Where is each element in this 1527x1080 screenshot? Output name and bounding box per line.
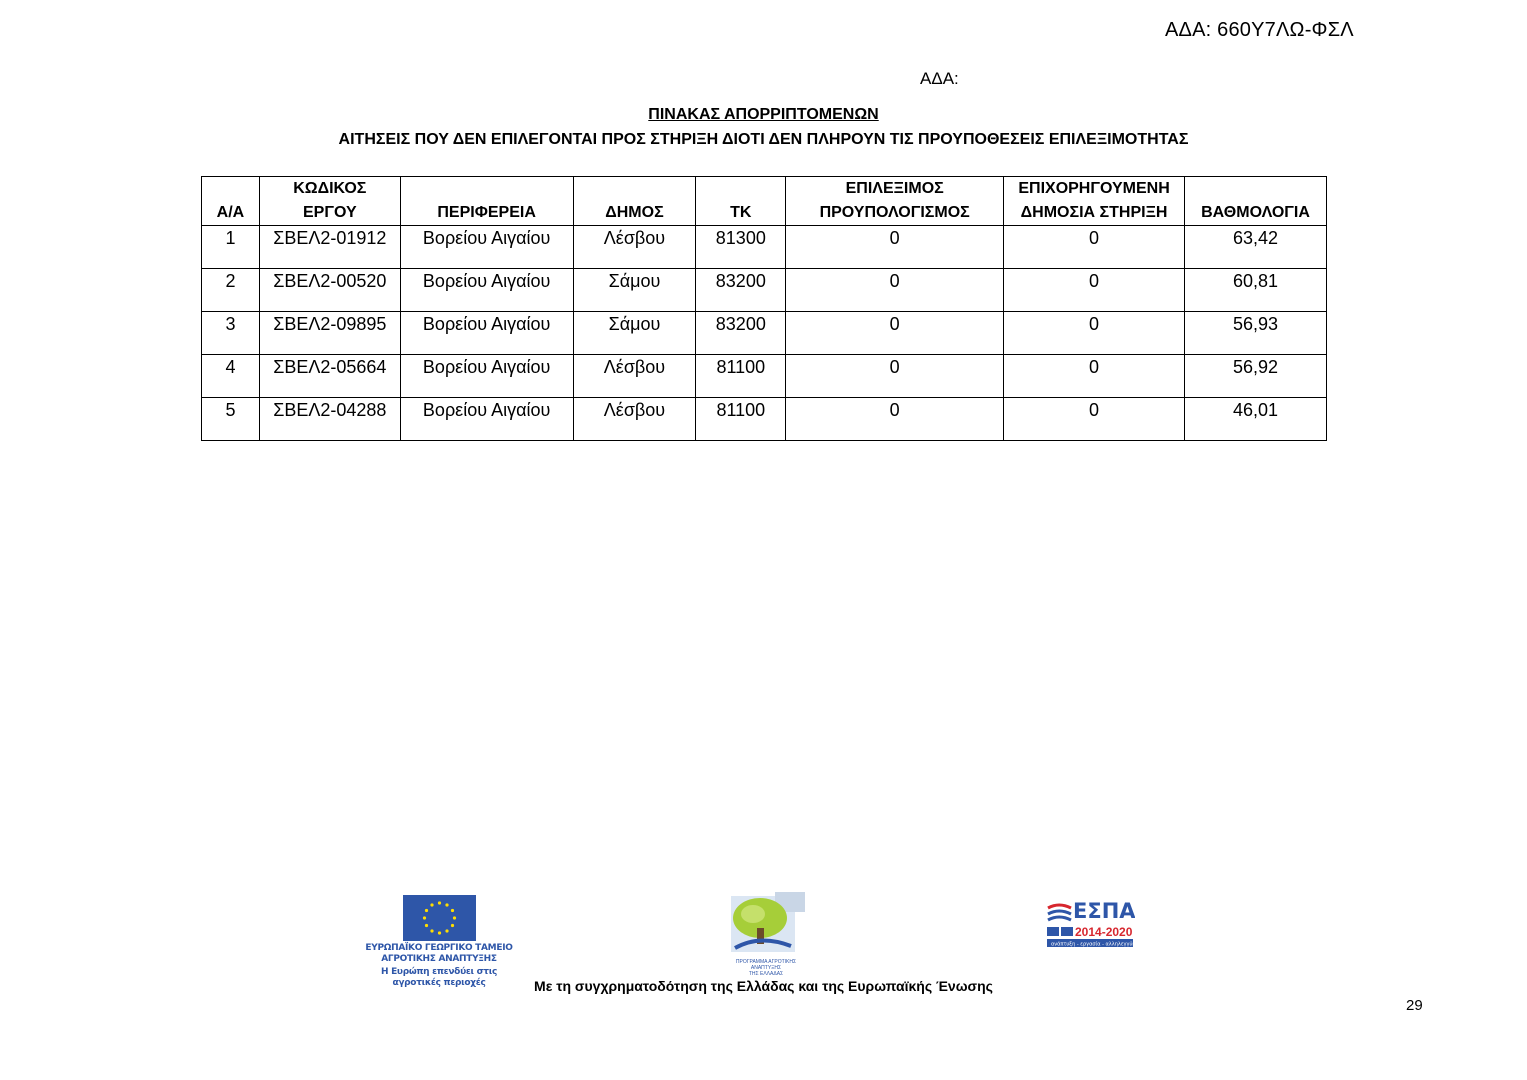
pagr-text-line2: ΤΗΣ ΕΛΛΑΔΑΣ xyxy=(748,971,784,977)
cell-tk: 81100 xyxy=(696,355,786,398)
cell-region: Βορείου Αιγαίου xyxy=(400,226,573,269)
espa-logo xyxy=(1045,896,1135,953)
cell-budget: 0 xyxy=(786,226,1004,269)
cell-score: 56,92 xyxy=(1185,355,1327,398)
header-code-line2: ΕΡΓΟΥ xyxy=(302,204,357,221)
espa-name: ΕΣΠΑ xyxy=(1073,899,1135,923)
cell-support: 0 xyxy=(1004,312,1185,355)
cell-municipality: Λέσβου xyxy=(573,355,696,398)
espa-mark-icon xyxy=(1045,896,1135,948)
cell-municipality: Λέσβου xyxy=(573,226,696,269)
cell-aa: 3 xyxy=(202,312,260,355)
header-row xyxy=(202,177,1327,226)
document-title xyxy=(0,106,1527,149)
cell-support: 0 xyxy=(1004,398,1185,441)
espa-tagline: ανάπτυξη - εργασία - αλληλεγγύη xyxy=(1051,941,1135,948)
page-number: 29 xyxy=(1406,997,1423,1014)
table-subtitle: ΑΙΤΗΣΕΙΣ ΠΟΥ ΔΕΝ ΕΠΙΛΕΓΟΝΤΑΙ ΠΡΟΣ ΣΤΗΡΙΞΗ ΔΙΟΤΙ ΔΕΝ ΠΛΗΡΟΥΝ ΤΙΣ ΠΡΟΥΠΟΘΕΣΕΙΣ ΕΠΙΛΕΞΙΜΟΤΗΤΑΣ xyxy=(338,131,1189,148)
cell-support: 0 xyxy=(1004,355,1185,398)
eafrd-text-line1: ΕΥΡΩΠΑΪΚΟ ΓΕΩΡΓΙΚΟ ΤΑΜΕΙΟ ΑΓΡΟΤΙΚΗΣ ΑΝΑΠΤΥΞΗΣ xyxy=(365,943,513,964)
cell-code: ΣΒΕΛ2-04288 xyxy=(259,398,400,441)
ada-label: ΑΔΑ: xyxy=(920,69,959,88)
cell-score: 56,93 xyxy=(1185,312,1327,355)
cell-region: Βορείου Αιγαίου xyxy=(400,398,573,441)
cell-municipality: Σάμου xyxy=(573,269,696,312)
tree-icon xyxy=(725,890,807,954)
cell-region: Βορείου Αιγαίου xyxy=(400,269,573,312)
espa-years: 2014-2020 xyxy=(1075,925,1133,939)
header-aa: Α/Α xyxy=(202,177,260,226)
cell-aa: 5 xyxy=(202,398,260,441)
table-row xyxy=(202,355,1327,398)
header-region: ΠΕΡΙΦΕΡΕΙΑ xyxy=(400,177,573,226)
cell-budget: 0 xyxy=(786,398,1004,441)
rejected-applications-table xyxy=(201,176,1327,441)
cofinancing-caption: Με τη συγχρηματοδότηση της Ελλάδας και της Ευρωπαϊκής Ένωσης xyxy=(534,978,993,994)
cell-code: ΣΒΕΛ2-05664 xyxy=(259,355,400,398)
header-code-line1: ΚΩΔΙΚΟΣ xyxy=(293,180,367,197)
cell-municipality: Σάμου xyxy=(573,312,696,355)
table-row xyxy=(202,312,1327,355)
cell-aa: 1 xyxy=(202,226,260,269)
cell-tk: 83200 xyxy=(696,269,786,312)
cell-budget: 0 xyxy=(786,355,1004,398)
cell-tk: 81300 xyxy=(696,226,786,269)
header-tk: ΤΚ xyxy=(696,177,786,226)
cell-budget: 0 xyxy=(786,269,1004,312)
eafrd-logo xyxy=(358,890,520,989)
cell-score: 60,81 xyxy=(1185,269,1327,312)
cell-support: 0 xyxy=(1004,226,1185,269)
header-support-line1: ΕΠΙΧΟΡΗΓΟΥΜΕΝΗ xyxy=(1018,180,1170,197)
rural-development-programme-logo xyxy=(725,890,807,977)
ada-number: ΑΔΑ: 660Υ7ΛΩ-ΦΣΛ xyxy=(1165,19,1354,41)
eu-flag-icon xyxy=(403,895,476,941)
cell-aa: 4 xyxy=(202,355,260,398)
cell-code: ΣΒΕΛ2-00520 xyxy=(259,269,400,312)
cell-code: ΣΒΕΛ2-09895 xyxy=(259,312,400,355)
cell-tk: 81100 xyxy=(696,398,786,441)
cell-tk: 83200 xyxy=(696,312,786,355)
cell-aa: 2 xyxy=(202,269,260,312)
table-row xyxy=(202,269,1327,312)
header-score: ΒΑΘΜΟΛΟΓΙΑ xyxy=(1185,177,1327,226)
cell-budget: 0 xyxy=(786,312,1004,355)
header-budget-line1: ΕΠΙΛΕΞΙΜΟΣ xyxy=(845,180,944,197)
cell-score: 63,42 xyxy=(1185,226,1327,269)
header-code xyxy=(259,177,400,226)
header-support xyxy=(1004,177,1185,226)
eafrd-text-line2: Η Ευρώπη επενδύει στις αγροτικές περιοχές xyxy=(381,967,497,988)
header-municipality: ΔΗΜΟΣ xyxy=(573,177,696,226)
pagr-text-line1: ΠΡΟΓΡΑΜΜΑ ΑΓΡΟΤΙΚΗΣ ΑΝΑΠΤΥΞΗΣ xyxy=(735,959,797,971)
cell-code: ΣΒΕΛ2-01912 xyxy=(259,226,400,269)
cell-score: 46,01 xyxy=(1185,398,1327,441)
header-support-line2: ΔΗΜΟΣΙΑ ΣΤΗΡΙΞΗ xyxy=(1020,204,1168,221)
cell-municipality: Λέσβου xyxy=(573,398,696,441)
table-row xyxy=(202,398,1327,441)
table-row xyxy=(202,226,1327,269)
cell-region: Βορείου Αιγαίου xyxy=(400,312,573,355)
cell-support: 0 xyxy=(1004,269,1185,312)
header-budget-line2: ΠΡΟΥΠΟΛΟΓΙΣΜΟΣ xyxy=(819,204,970,221)
table-title: ΠΙΝΑΚΑΣ ΑΠΟΡΡΙΠΤΟΜΕΝΩΝ xyxy=(648,106,879,123)
cell-region: Βορείου Αιγαίου xyxy=(400,355,573,398)
header-budget xyxy=(786,177,1004,226)
